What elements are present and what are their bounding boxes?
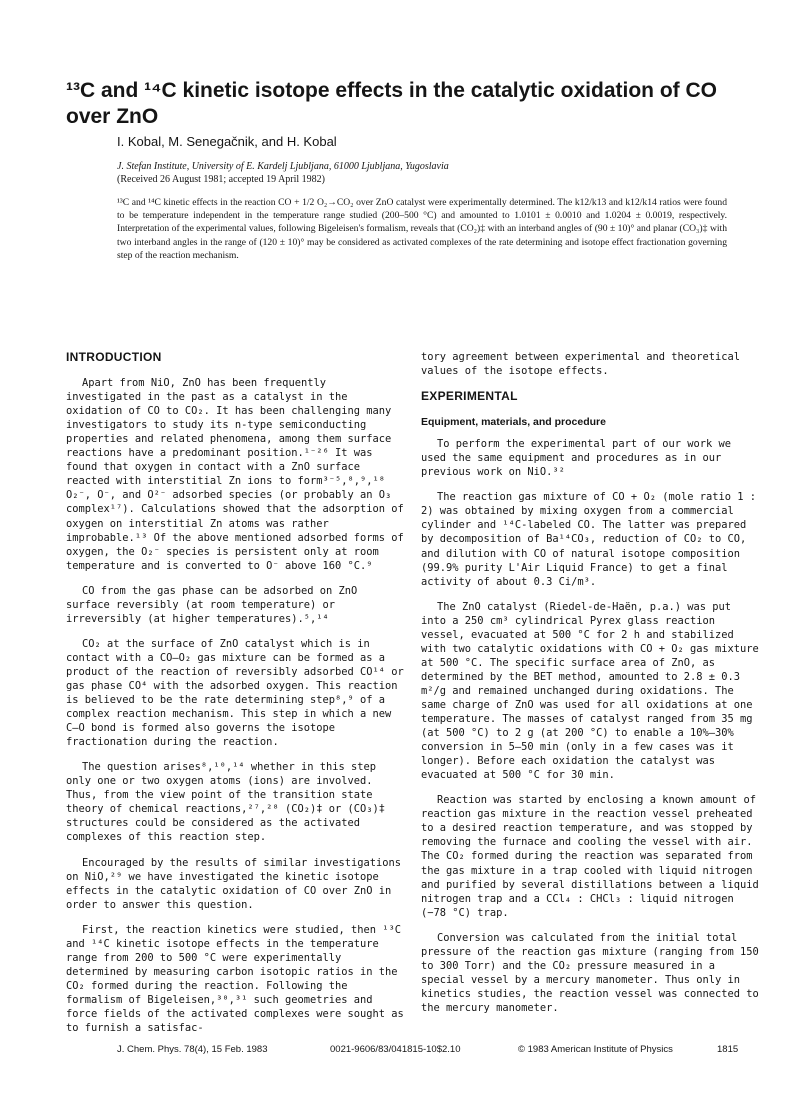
left-column: [66, 350, 406, 1046]
paragraph: Encouraged by the results of similar investigations on NiO,²⁹ we have investigated the kinetic isotope effects in the catalytic oxidation of CO over ZnO in order to answer this question.: [66, 856, 402, 911]
subsection-heading: Equipment, materials, and procedure: [421, 416, 606, 429]
paragraph: CO from the gas phase can be adsorbed on ZnO surface reversibly (at room temperature) or irreversibly (at higher temperatures).⁵,¹⁴: [66, 584, 358, 625]
journal-citation: J. Chem. Phys. 78(4), 15 Feb. 1983: [117, 1044, 268, 1055]
page-number: 1815: [717, 1044, 739, 1055]
paragraph: Apart from NiO, ZnO has been frequently investigated in the past as a catalyst in the oxidation of CO to CO₂. It has been challenging many investigators to study its n-type semiconducting properties and related phenomena, among them surface reactions have a predominant position.¹⁻²⁶ It was found that oxygen in contact with a ZnO surface reacted with interstitial Zn ions to form³⁻⁵,⁸,⁹,¹⁸ O₂⁻, O⁻, and O²⁻ adsorbed species (or probably an O₃ complex¹⁷). Calculations showed that the adsorption of oxygen on interstitial Zn atoms was rather improbable.¹³ Of the above mentioned adsorbed forms of oxygen, the O₂⁻ species is persistent only at room temperature and is converted to O⁻ above 160 °C.⁹: [66, 377, 404, 572]
paragraph: The reaction gas mixture of CO + O₂ (mole ratio 1 : 2) was obtained by mixing oxygen from a commercial cylinder and ¹⁴C-labeled CO. The latter was prepared by decomposition of Ba¹⁴CO₃, reduction of CO₂ to CO, and dilution with CO of natural isotope composition (99.9% purity L'Air Liquid France) to get a final activity of about 0.3 Ci/m³.: [421, 491, 757, 588]
article-title: ¹³C and ¹⁴C kinetic isotope effects in the catalytic oxidation of CO over ZnO: [66, 79, 717, 128]
paragraph: CO₂ at the surface of ZnO catalyst which is in contact with a CO–O₂ gas mixture can be formed as a product of the reaction of reversibly adsorbed CO¹⁴ or gas phase CO⁴ with the adsorbed oxygen. This reaction is believed to be the rate determining step⁸,⁹ of a complex reaction mechanism. This step in which a new C–O bond is formed also governs the isotope fractionation during the reaction.: [66, 637, 404, 749]
paragraph: The question arises⁸,¹⁰,¹⁴ whether in this step only one or two oxygen atoms (ions) are involved. Thus, from the view point of the transition state theory of chemical reactions,²⁷,²⁸ (CO₂)‡ or (CO₃)‡ structures could be considered as the activated complexes of this reaction step.: [66, 761, 386, 844]
paragraph: Reaction was started by enclosing a known amount of reaction gas mixture in the reaction vessel preheated to a desired reaction temperature, and was stopped by removing the furnace and cooling the vessel with air. The CO₂ formed during the reaction was separated from the gas mixture in a trap cooled with liquid nitrogen and purified by several distillations between a liquid nitrogen trap and a CCl₄ : CHCl₃ : liquid nitrogen (−78 °C) trap.: [421, 794, 759, 919]
affiliation: J. Stefan Institute, University of E. Kardelj Ljubljana, 61000 Ljubljana, Yugoslavia: [117, 161, 449, 172]
abstract: ¹³C and ¹⁴C kinetic effects in the reaction CO + 1/2 O₂→CO₂ over ZnO catalyst were experimentally determined. The k12/k13 and k12/k14 ratios were found to be temperature independent in the temperature range studied (200–500 °C) and amounted to 1.0101 ± 0.0010 and 1.0204 ± 0.0019, respectively. Interpretation of the experimental values, following Bigeleisen's formalism, reveals that (CO₂)‡ with an interband angles of (90 ± 10)° and planar (CO₃)‡ with two interband angles in the range of (120 ± 10)° may be considered as activated complexes of the rate determining and isotope effect fractionation governing step of the reaction mechanism.: [117, 197, 727, 261]
copyright-notice: © 1983 American Institute of Physics: [518, 1044, 673, 1055]
section-heading-experimental: EXPERIMENTAL: [421, 389, 518, 404]
article-code: 0021-9606/83/041815-10$2.10: [330, 1044, 461, 1055]
author-list: I. Kobal, M. Senegačnik, and H. Kobal: [117, 134, 337, 149]
paragraph: The ZnO catalyst (Riedel-de-Haën, p.a.) was put into a 250 cm³ cylindrical Pyrex glass reaction vessel, evacuated at 500 °C for 2 h and stabilized with two catalytic oxidations with CO + O₂ gas mixture at 500 °C. The specific surface area of ZnO, as determined by the BET method, amounted to 2.8 ± 0.3 m²/g and remained unchanged during oxidations. The same charge of ZnO was used for all oxidations at one temperature. The masses of catalyst ranged from 35 mg (at 500 °C) to 2 g (at 200 °C) to enable a 10%–30% conversion in 5–50 min (only in a few cases was it longer). Before each oxidation the catalyst was evacuated at 500 °C for 30 min.: [421, 600, 759, 782]
paragraph-continuation: tory agreement between experimental and theoretical values of the isotope effects.: [421, 351, 741, 378]
paragraph: To perform the experimental part of our work we used the same equipment and procedures as in our previous work on NiO.³²: [421, 438, 732, 479]
paragraph: Conversion was calculated from the initial total pressure of the reaction gas mixture (ranging from 150 to 300 Torr) and the CO₂ pressure measured in a special vessel by a mercury manometer. Thus only in kinetics studies, the reaction vessel was connected to the mercury manometer.: [421, 931, 759, 1014]
right-column: [421, 350, 761, 1026]
paragraph: First, the reaction kinetics were studied, then ¹³C and ¹⁴C kinetic isotope effects in the temperature range from 200 to 500 °C were experimentally determined by measuring carbon isotopic ratios in the CO₂ formed during the reaction. Following the formalism of Bigeleisen,³⁰,³¹ such geometries and force fields of the activated complexes were sought as to furnish a satisfac-: [66, 923, 404, 1035]
section-heading-introduction: INTRODUCTION: [66, 350, 162, 364]
received-dates: (Received 26 August 1981; accepted 19 April 1982): [117, 174, 326, 185]
